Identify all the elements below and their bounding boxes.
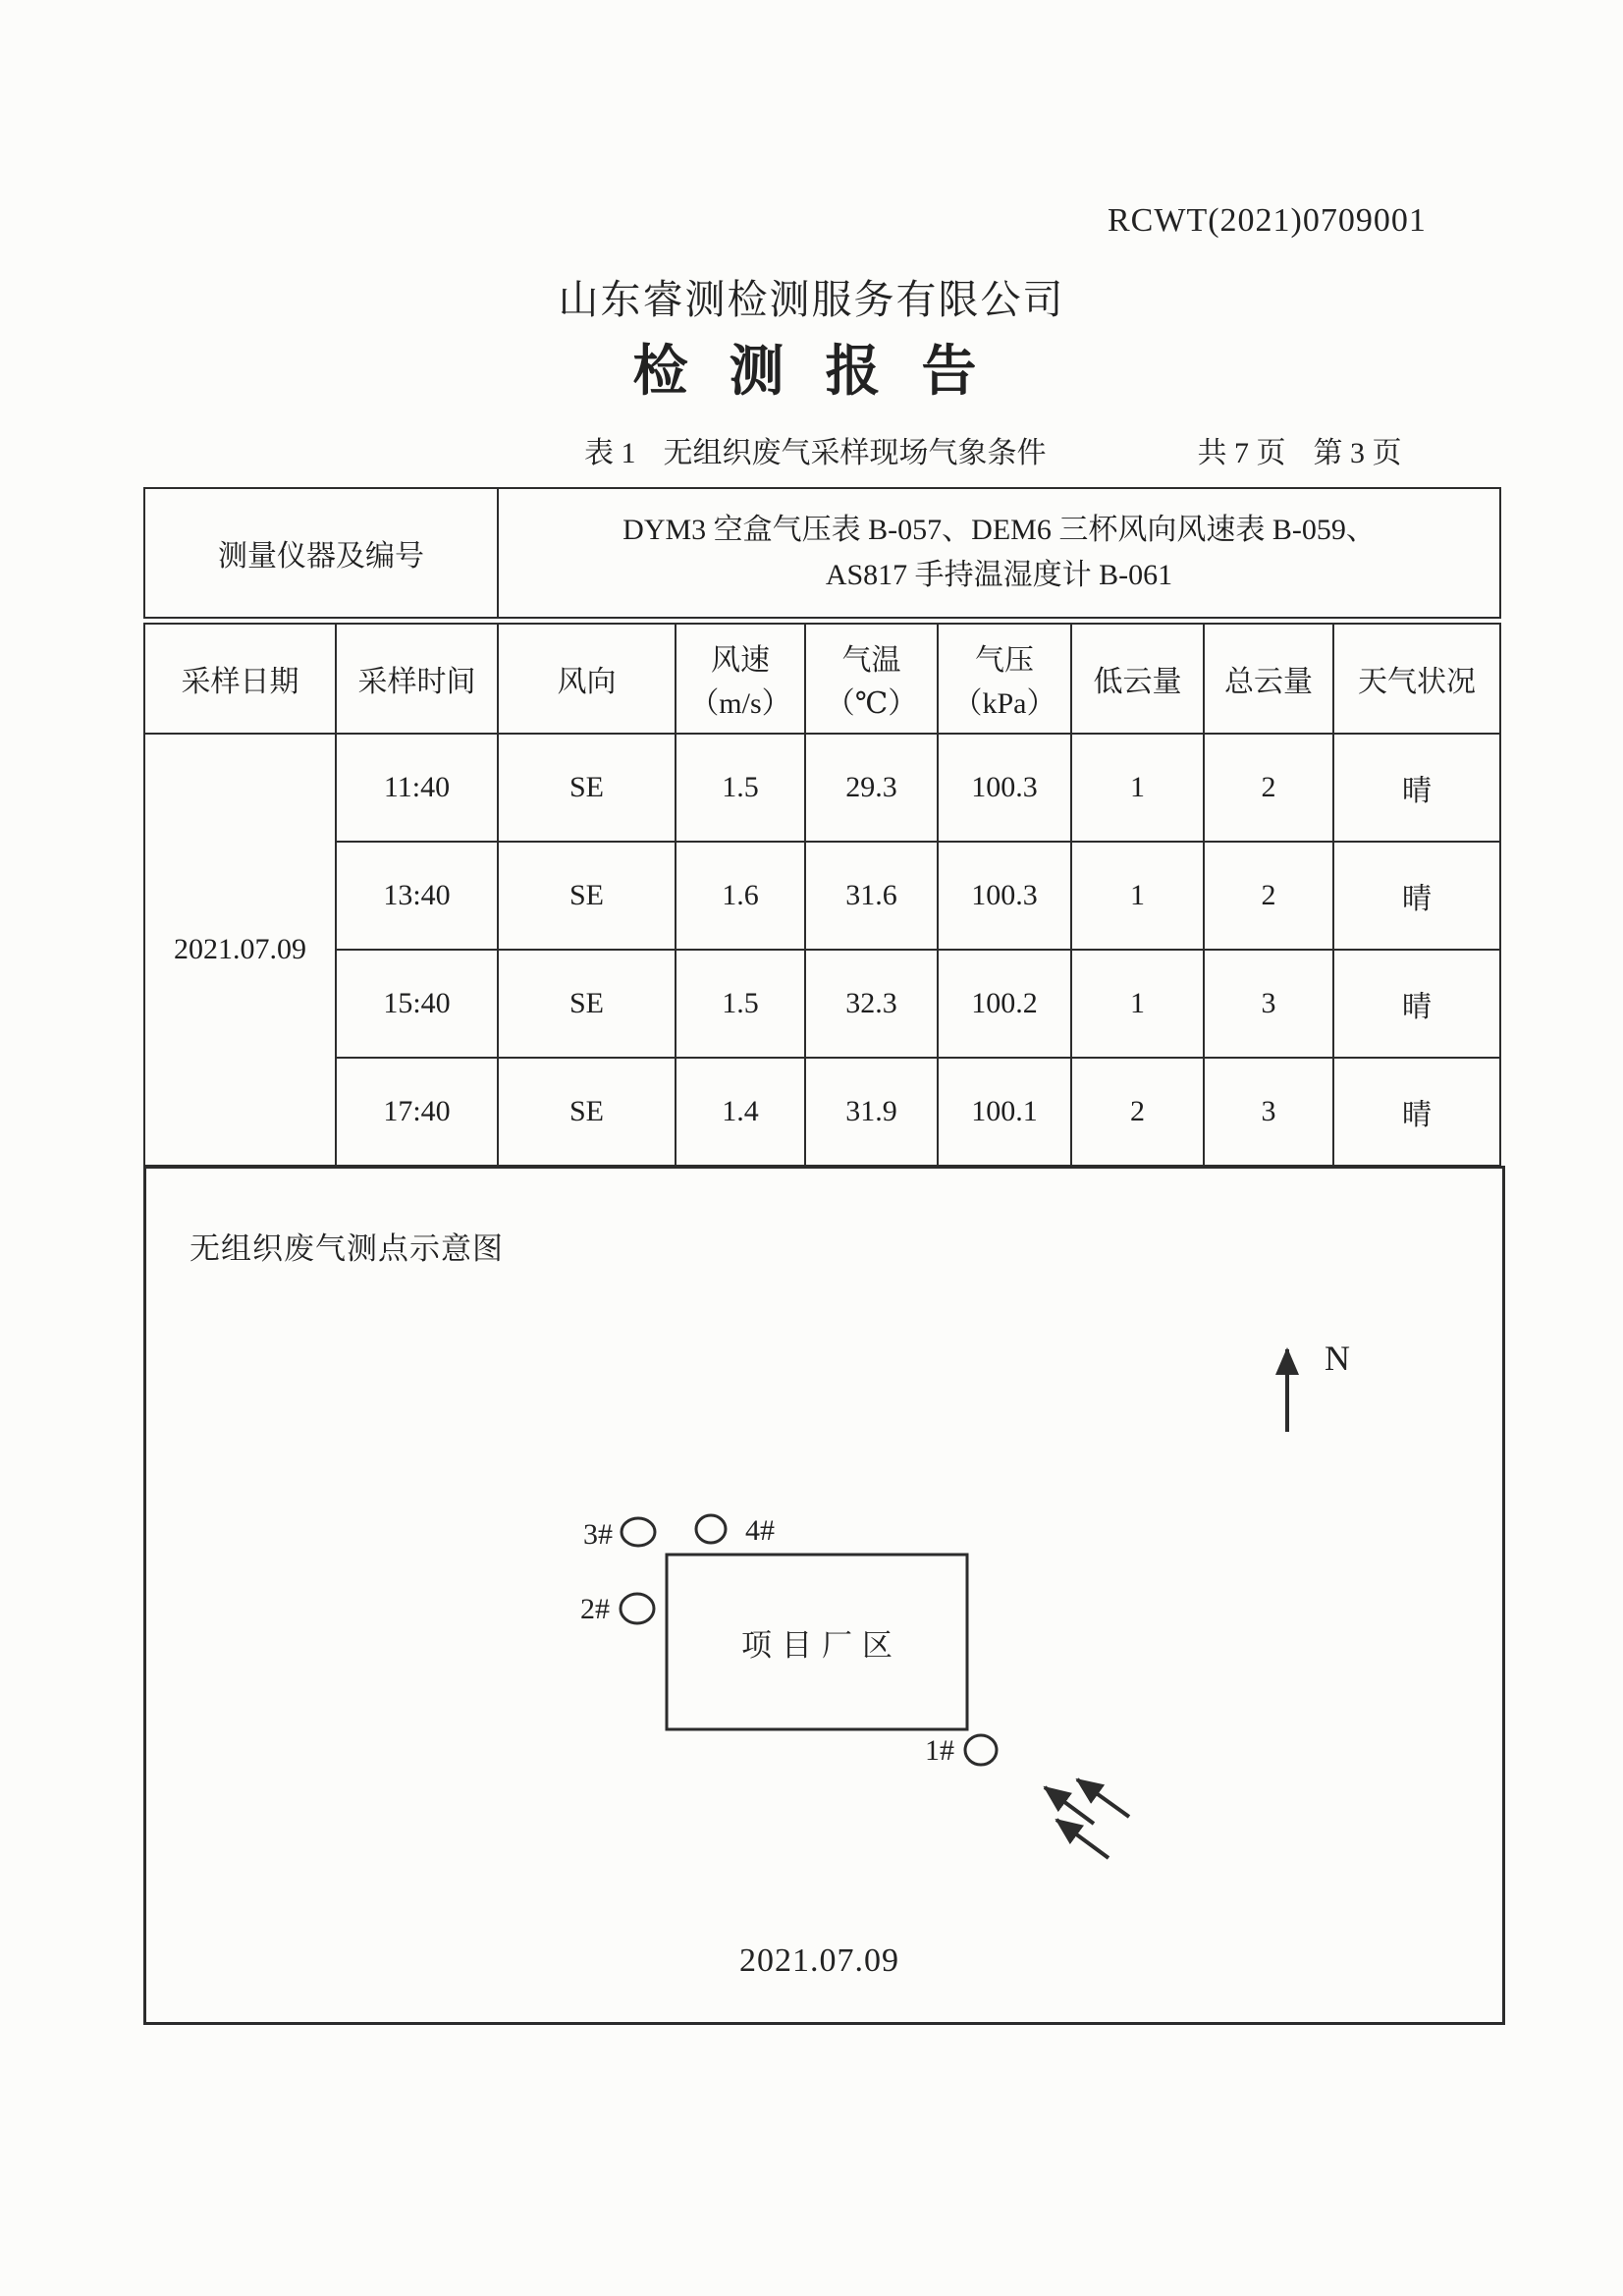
- wind-direction-arrows-icon: [1045, 1779, 1129, 1858]
- sampling-point-4-marker: [696, 1515, 726, 1543]
- report-number: RCWT(2021)0709001: [1108, 202, 1427, 239]
- cell-low-cloud: 1: [1071, 950, 1204, 1058]
- cell-wind-dir: SE: [498, 842, 676, 950]
- instruments-table: [143, 487, 1501, 619]
- cell-time: 13:40: [336, 842, 498, 950]
- table-title: 无组织废气采样现场气象条件: [663, 437, 1047, 469]
- report-title: 检 测 报 告: [632, 342, 991, 403]
- table-row: [144, 950, 1500, 1058]
- header-row: [144, 624, 1500, 734]
- table-row: [144, 1058, 1500, 1166]
- column-header: 采样时间: [336, 624, 498, 734]
- column-header: 低云量: [1071, 624, 1204, 734]
- cell-wind-speed: 1.6: [676, 842, 805, 950]
- cell-low-cloud: 1: [1071, 734, 1204, 842]
- diagram-title: 无组织废气测点示意图: [189, 1231, 504, 1266]
- sampling-point-4-label: 4#: [745, 1514, 775, 1547]
- pages-total: 共 7 页: [1197, 437, 1286, 469]
- cell-low-cloud: 2: [1071, 1058, 1204, 1166]
- tables-section: [143, 487, 1499, 1167]
- column-header: 风速 （m/s）: [676, 624, 805, 734]
- column-header: 采样日期: [144, 624, 336, 734]
- cell-total-cloud: 3: [1204, 1058, 1333, 1166]
- column-header: 气温 （℃）: [805, 624, 938, 734]
- cell-time: 15:40: [336, 950, 498, 1058]
- column-header: 风向: [498, 624, 676, 734]
- cell-wind-speed: 1.4: [676, 1058, 805, 1166]
- cell-pressure: 100.3: [938, 734, 1071, 842]
- column-header: 天气状况: [1333, 624, 1500, 734]
- column-header: 总云量: [1204, 624, 1333, 734]
- table-row: [144, 488, 1500, 618]
- sampling-point-2-marker: [621, 1594, 654, 1623]
- instruments-value-cell: [498, 488, 1500, 618]
- cell-wind-speed: 1.5: [676, 734, 805, 842]
- cell-temp: 32.3: [805, 950, 938, 1058]
- cell-wind-speed: 1.5: [676, 950, 805, 1058]
- sampling-point-2-label: 2#: [580, 1593, 610, 1625]
- cell-pressure: 100.2: [938, 950, 1071, 1058]
- cell-wind-dir: SE: [498, 734, 676, 842]
- cell-time: 11:40: [336, 734, 498, 842]
- table-row: [144, 734, 1500, 842]
- cell-time: 17:40: [336, 1058, 498, 1166]
- diagram-panel: [143, 1166, 1505, 2025]
- instruments-line1: DYM3 空盒气压表 B-057、DEM6 三杯风向风速表 B-059、: [622, 514, 1376, 546]
- cell-total-cloud: 2: [1204, 842, 1333, 950]
- page-current: 第 3 页: [1313, 437, 1402, 469]
- sampling-point-1-marker: [965, 1735, 997, 1765]
- cell-wind-dir: SE: [498, 1058, 676, 1166]
- cell-pressure: 100.3: [938, 842, 1071, 950]
- table-row: [144, 842, 1500, 950]
- cell-weather: 晴: [1333, 734, 1500, 842]
- cell-weather: 晴: [1333, 842, 1500, 950]
- table-label: 表 1: [584, 437, 636, 469]
- instruments-line2: AS817 手持温湿度计 B-061: [825, 559, 1173, 591]
- cell-total-cloud: 2: [1204, 734, 1333, 842]
- cell-wind-dir: SE: [498, 950, 676, 1058]
- cell-low-cloud: 1: [1071, 842, 1204, 950]
- sampling-point-3-marker: [622, 1518, 655, 1546]
- cell-weather: 晴: [1333, 1058, 1500, 1166]
- factory-area-label: 项目厂区: [741, 1627, 902, 1663]
- company-name: 山东睿测检测服务有限公司: [558, 277, 1065, 322]
- diagram-date: 2021.07.09: [739, 1942, 899, 1979]
- north-label: N: [1325, 1339, 1350, 1378]
- cell-pressure: 100.1: [938, 1058, 1071, 1166]
- cell-temp: 31.6: [805, 842, 938, 950]
- cell-temp: 29.3: [805, 734, 938, 842]
- instruments-label-cell: 测量仪器及编号: [144, 488, 498, 618]
- cell-temp: 31.9: [805, 1058, 938, 1166]
- cell-weather: 晴: [1333, 950, 1500, 1058]
- sampling-point-3-label: 3#: [583, 1518, 613, 1551]
- sampling-point-1-label: 1#: [925, 1734, 954, 1767]
- cell-total-cloud: 3: [1204, 950, 1333, 1058]
- sampling-date-cell: 2021.07.09: [144, 734, 336, 1166]
- weather-table: [143, 623, 1501, 1167]
- column-header: 气压 （kPa）: [938, 624, 1071, 734]
- table-caption: [584, 428, 1402, 471]
